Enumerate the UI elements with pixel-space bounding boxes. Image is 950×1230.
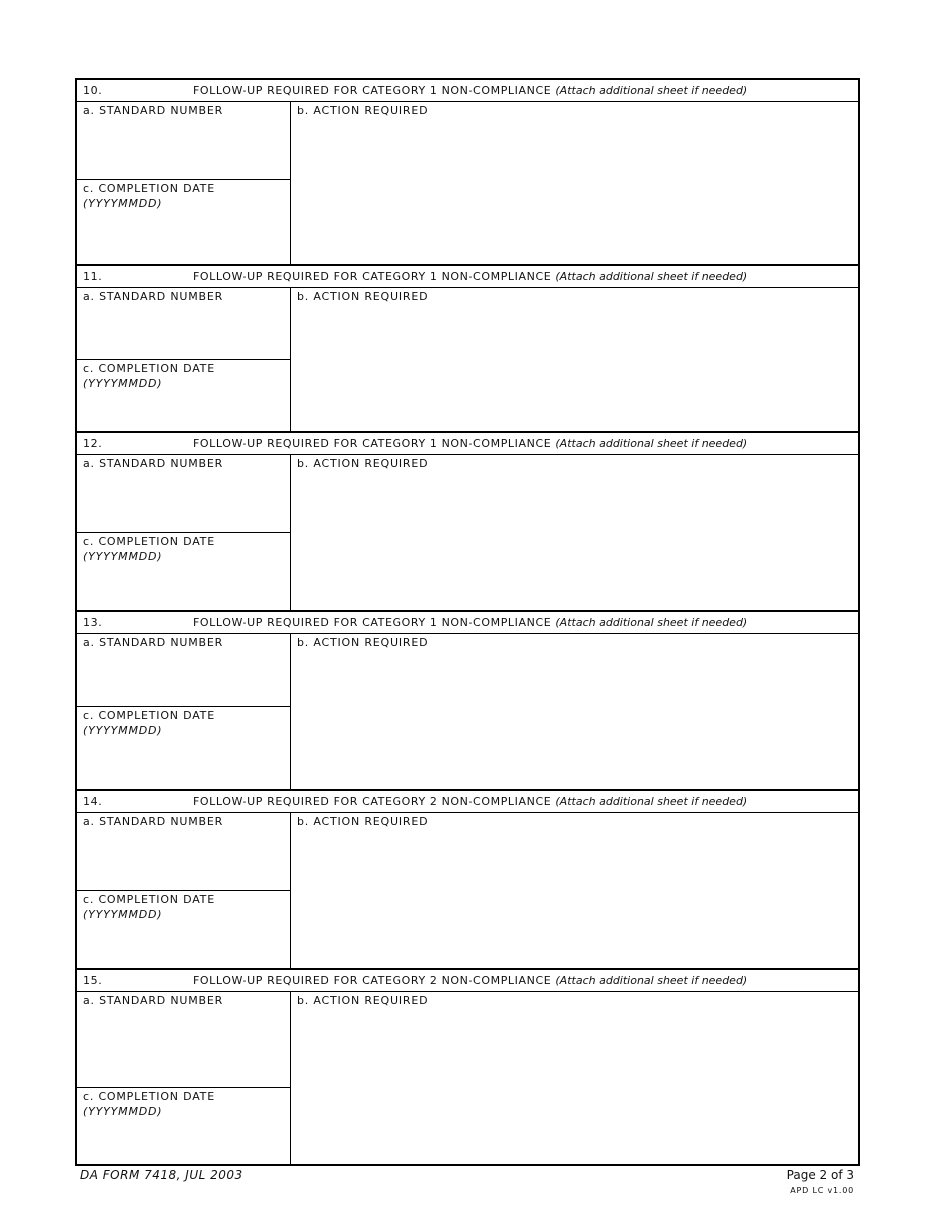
section-header <box>77 433 858 455</box>
left-column <box>77 455 291 611</box>
left-column <box>77 992 291 1166</box>
section-15 <box>77 968 858 1166</box>
completion-date-field[interactable] <box>77 1088 290 1166</box>
action-required-field[interactable] <box>291 813 858 969</box>
completion-date-label: c. COMPLETION DATE <box>83 1090 215 1103</box>
attach-note: (Attach additional sheet if needed) <box>555 974 748 987</box>
section-10 <box>77 80 858 266</box>
page-number: Page 2 of 3 <box>786 1168 854 1182</box>
section-13 <box>77 610 858 790</box>
action-required-label: b. ACTION REQUIRED <box>297 815 429 828</box>
completion-date-label: c. COMPLETION DATE <box>83 182 215 195</box>
date-format-hint: (YYYYMMDD) <box>83 1105 163 1118</box>
standard-number-label: a. STANDARD NUMBER <box>83 994 224 1007</box>
section-title: FOLLOW-UP REQUIRED FOR CATEGORY 1 NON-COMPLIANCE (Attach additional sheet if needed) <box>193 616 748 629</box>
completion-date-field[interactable] <box>77 707 290 790</box>
section-header <box>77 970 858 992</box>
completion-date-field[interactable] <box>77 360 290 432</box>
section-title: FOLLOW-UP REQUIRED FOR CATEGORY 1 NON-COMPLIANCE (Attach additional sheet if needed) <box>193 270 748 283</box>
form-page <box>75 78 860 1166</box>
form-identifier: DA FORM 7418, JUL 2003 <box>80 1168 243 1182</box>
standard-number-label: a. STANDARD NUMBER <box>83 104 224 117</box>
action-required-label: b. ACTION REQUIRED <box>297 457 429 470</box>
completion-date-field[interactable] <box>77 180 290 266</box>
left-column <box>77 288 291 432</box>
section-number: 14. <box>83 795 103 808</box>
date-format-hint: (YYYYMMDD) <box>83 377 163 390</box>
completion-date-label: c. COMPLETION DATE <box>83 709 215 722</box>
action-required-field[interactable] <box>291 455 858 611</box>
date-format-hint: (YYYYMMDD) <box>83 550 163 563</box>
action-required-field[interactable] <box>291 992 858 1166</box>
completion-date-field[interactable] <box>77 533 290 611</box>
standard-number-label: a. STANDARD NUMBER <box>83 457 224 470</box>
date-format-hint: (YYYYMMDD) <box>83 908 163 921</box>
version-label: APD LC v1.00 <box>790 1186 854 1195</box>
date-format-hint: (YYYYMMDD) <box>83 724 163 737</box>
action-required-field[interactable] <box>291 288 858 432</box>
date-format-hint: (YYYYMMDD) <box>83 197 163 210</box>
attach-note: (Attach additional sheet if needed) <box>555 795 748 808</box>
standard-number-label: a. STANDARD NUMBER <box>83 636 224 649</box>
attach-note: (Attach additional sheet if needed) <box>555 270 748 283</box>
section-header <box>77 266 858 288</box>
section-number: 15. <box>83 974 103 987</box>
section-12 <box>77 431 858 611</box>
action-required-label: b. ACTION REQUIRED <box>297 104 429 117</box>
section-header <box>77 791 858 813</box>
left-column <box>77 102 291 266</box>
completion-date-label: c. COMPLETION DATE <box>83 893 215 906</box>
action-required-label: b. ACTION REQUIRED <box>297 994 429 1007</box>
section-number: 13. <box>83 616 103 629</box>
standard-number-field[interactable] <box>77 455 290 533</box>
left-column <box>77 634 291 790</box>
section-number: 11. <box>83 270 103 283</box>
standard-number-field[interactable] <box>77 634 290 707</box>
section-header <box>77 80 858 102</box>
section-title: FOLLOW-UP REQUIRED FOR CATEGORY 1 NON-COMPLIANCE (Attach additional sheet if needed) <box>193 437 748 450</box>
standard-number-label: a. STANDARD NUMBER <box>83 815 224 828</box>
attach-note: (Attach additional sheet if needed) <box>555 616 748 629</box>
action-required-label: b. ACTION REQUIRED <box>297 636 429 649</box>
standard-number-field[interactable] <box>77 102 290 180</box>
attach-note: (Attach additional sheet if needed) <box>555 437 748 450</box>
standard-number-label: a. STANDARD NUMBER <box>83 290 224 303</box>
standard-number-field[interactable] <box>77 288 290 360</box>
section-11 <box>77 264 858 432</box>
action-required-field[interactable] <box>291 102 858 266</box>
left-column <box>77 813 291 969</box>
attach-note: (Attach additional sheet if needed) <box>555 84 748 97</box>
section-title: FOLLOW-UP REQUIRED FOR CATEGORY 2 NON-COMPLIANCE (Attach additional sheet if needed) <box>193 795 748 808</box>
action-required-label: b. ACTION REQUIRED <box>297 290 429 303</box>
section-title: FOLLOW-UP REQUIRED FOR CATEGORY 1 NON-COMPLIANCE (Attach additional sheet if needed) <box>193 84 748 97</box>
standard-number-field[interactable] <box>77 813 290 891</box>
section-header <box>77 612 858 634</box>
section-title: FOLLOW-UP REQUIRED FOR CATEGORY 2 NON-COMPLIANCE (Attach additional sheet if needed) <box>193 974 748 987</box>
section-number: 10. <box>83 84 103 97</box>
action-required-field[interactable] <box>291 634 858 790</box>
section-14 <box>77 789 858 969</box>
section-number: 12. <box>83 437 103 450</box>
completion-date-label: c. COMPLETION DATE <box>83 362 215 375</box>
completion-date-label: c. COMPLETION DATE <box>83 535 215 548</box>
completion-date-field[interactable] <box>77 891 290 969</box>
standard-number-field[interactable] <box>77 992 290 1088</box>
